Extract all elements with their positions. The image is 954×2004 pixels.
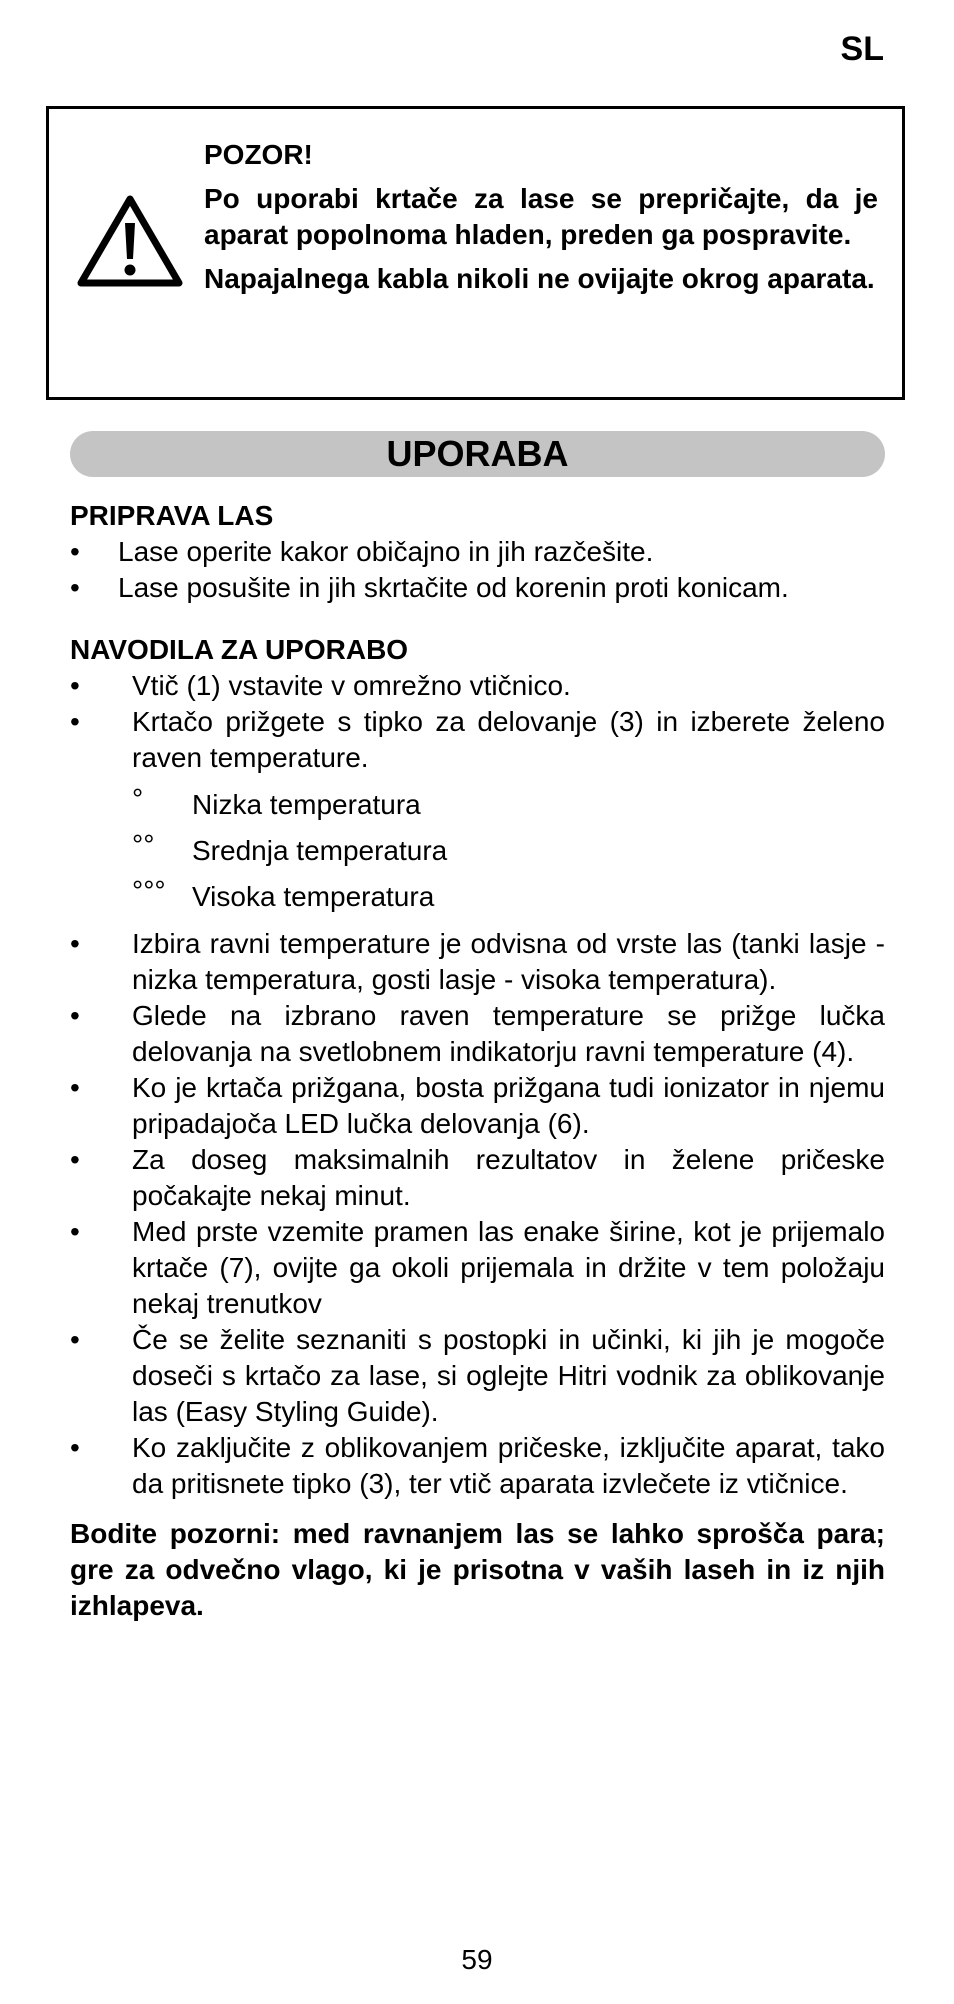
list-item <box>70 1430 885 1502</box>
list-item-text: Lase posušite in jih skrtačite od korenin proti konicam. <box>118 572 789 603</box>
instructions-list <box>70 668 885 776</box>
temperature-level <box>70 874 885 920</box>
preparation-list <box>70 534 885 606</box>
warning-box <box>46 106 905 400</box>
list-item-text: Izbira ravni temperature je odvisna od vrste las (tanki lasje - nizka temperatura, gosti lasje - visoka temperatura). <box>132 928 885 995</box>
bullet-icon: • <box>70 536 80 567</box>
bullet-icon: • <box>70 670 80 701</box>
preparation-heading: PRIPRAVA LAS <box>70 500 274 531</box>
list-item-text: Ko zaključite z oblikovanjem pričeske, izključite aparat, tako da pritisnete tipko (3), ter vtič aparata izvlečete iz vtičnice. <box>132 1432 885 1499</box>
level-symbol: °° <box>132 829 155 860</box>
level-label: Nizka temperatura <box>192 789 421 820</box>
list-item-text: Vtič (1) vstavite v omrežno vtičnico. <box>132 670 571 701</box>
list-item <box>70 704 885 776</box>
list-item <box>70 534 885 570</box>
bullet-icon: • <box>70 1144 80 1175</box>
bullet-icon: • <box>70 1000 80 1031</box>
warning-paragraph: Napajalnega kabla nikoli ne ovijajte okrog aparata. <box>204 263 875 294</box>
list-item-text: Lase operite kakor običajno in jih razčešite. <box>118 536 654 567</box>
list-item-text: Krtačo prižgete s tipko za delovanje (3) in izberete želeno raven temperature. <box>132 706 885 773</box>
list-item-text: Glede na izbrano raven temperature se prižge lučka delovanja na svetlobnem indikatorju ravni temperature (4). <box>132 1000 885 1067</box>
page-number: 59 <box>461 1944 493 1975</box>
level-symbol: °°° <box>132 875 166 906</box>
bullet-icon: • <box>70 1432 80 1463</box>
level-symbol: ° <box>132 783 144 814</box>
bullet-icon: • <box>70 1324 80 1355</box>
list-item <box>70 926 885 998</box>
temperature-level <box>70 828 885 874</box>
level-label: Srednja temperatura <box>192 835 448 866</box>
temperature-level <box>70 782 885 828</box>
bullet-icon: • <box>70 706 80 737</box>
warning-triangle-icon <box>75 193 185 289</box>
level-label: Visoka temperatura <box>192 881 435 912</box>
final-note: Bodite pozorni: med ravnanjem las se lahko sprošča para; gre za odvečno vlago, ki je prisotna v vaših laseh in iz njih izhlapeva. <box>70 1518 885 1621</box>
bullet-icon: • <box>70 928 80 959</box>
warning-text <box>204 137 878 305</box>
list-item <box>70 570 885 606</box>
instructions-list-continued <box>70 926 885 1502</box>
warning-paragraph: Po uporabi krtače za lase se prepričajte, da je aparat popolnoma hladen, preden ga pospravite. <box>204 183 878 250</box>
temperature-levels <box>70 782 885 920</box>
bullet-icon: • <box>70 1072 80 1103</box>
list-item-text: Med prste vzemite pramen las enake širine, kot je prijemalo krtače (7), ovijte ga okoli prijemala in držite v tem položaju nekaj trenutkov <box>132 1216 885 1319</box>
warning-title: POZOR! <box>204 139 313 170</box>
bullet-icon: • <box>70 1216 80 1247</box>
list-item <box>70 1070 885 1142</box>
list-item <box>70 1322 885 1430</box>
list-item-text: Za doseg maksimalnih rezultatov in želene pričeske počakajte nekaj minut. <box>132 1144 885 1211</box>
language-code: SL <box>840 30 884 68</box>
list-item <box>70 668 885 704</box>
list-item-text: Če se želite seznaniti s postopki in učinki, ki jih je mogoče doseči s krtačo za lase, si oglejte Hitri vodnik za oblikovanje las (Easy Styling Guide). <box>132 1324 885 1427</box>
list-item <box>70 1142 885 1214</box>
bullet-icon: • <box>70 572 80 603</box>
list-item <box>70 998 885 1070</box>
instructions-heading: NAVODILA ZA UPORABO <box>70 634 409 665</box>
main-content <box>70 498 885 1624</box>
list-item <box>70 1214 885 1322</box>
section-title: UPORABA <box>70 431 885 477</box>
list-item-text: Ko je krtača prižgana, bosta prižgana tudi ionizator in njemu pripadajoča LED lučka delovanja (6). <box>132 1072 885 1139</box>
